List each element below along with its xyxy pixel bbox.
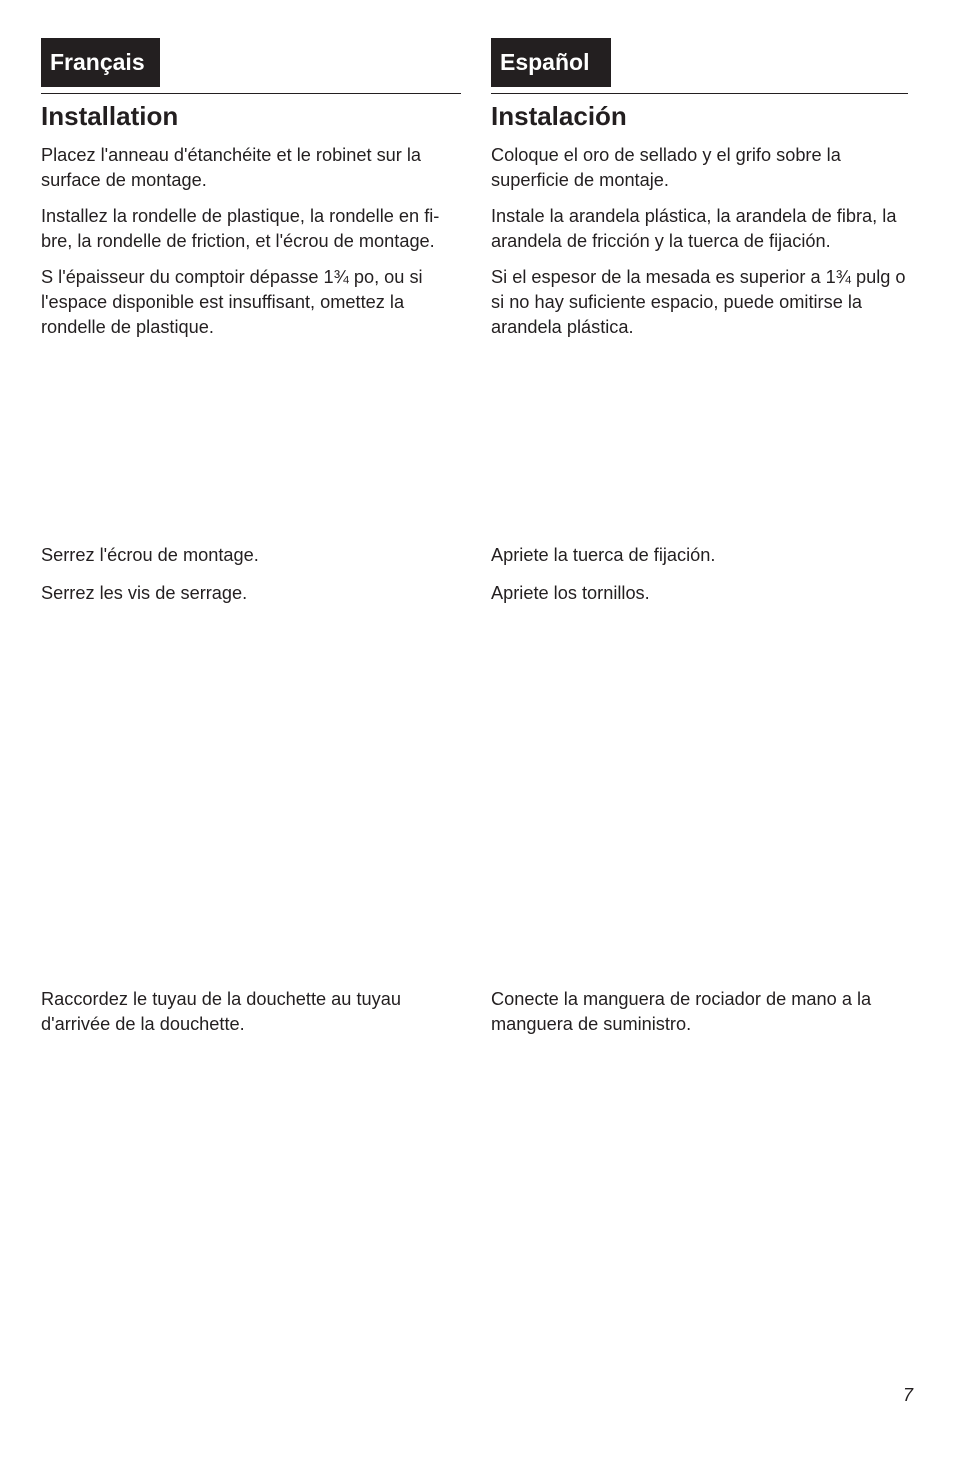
step1-text-es (491, 143, 916, 340)
heading-instalacion-es: Instalación (491, 101, 627, 131)
step2-text-es (491, 543, 916, 606)
step1-paragraph-es: Coloque el oro de sellado y el grifo sobre la superficie de montaje. (491, 145, 841, 190)
step3-text-fr (41, 987, 466, 1037)
heading-installation-fr: Installation (41, 101, 179, 131)
step2-paragraph-fr: Serrez les vis de serrage. (41, 583, 248, 603)
step1-paragraph-fr: Placez l'anneau d'étanchéite et le robinet sur la surface de montage. (41, 145, 422, 190)
tab-espanol: Español (491, 38, 611, 87)
step3-paragraph-es: Conecte la manguera de rociador de mano a la manguera de suministro. (491, 989, 872, 1034)
step3-text-es (491, 987, 916, 1037)
tab-francais: Français (41, 38, 160, 87)
step3-paragraph-fr: Raccordez le tuyau de la douchette au tuyau d'arrivée de la douchette. (41, 989, 401, 1034)
page-number: 7 (902, 1385, 913, 1405)
step2-paragraph-es: Apriete los tornillos. (491, 583, 650, 603)
divider-espanol (491, 93, 908, 94)
step2-paragraph-es: Apriete la tuerca de fijación. (491, 545, 716, 565)
step2-text-fr (41, 543, 466, 606)
step1-paragraph-fr: Installez la rondelle de plastique, la rondelle en fi-bre, la rondelle de friction, et l'écrou de montage. (41, 206, 440, 251)
step1-paragraph-es: Si el espesor de la mesada es superior a 1¾ pulg o si no hay suficiente espacio, puede omitirse la arandela plástica. (491, 267, 906, 337)
step1-paragraph-fr: S l'épaisseur du comptoir dépasse 1¾ po, ou si l'espace disponible est insuffisant, omettez la rondelle de plastique. (41, 267, 423, 337)
divider-francais (41, 93, 461, 94)
step1-text-fr (41, 143, 466, 340)
step2-paragraph-fr: Serrez l'écrou de montage. (41, 545, 259, 565)
step1-paragraph-es: Instale la arandela plástica, la arandela de fibra, la arandela de fricción y la tuerca de fijación. (491, 206, 897, 251)
